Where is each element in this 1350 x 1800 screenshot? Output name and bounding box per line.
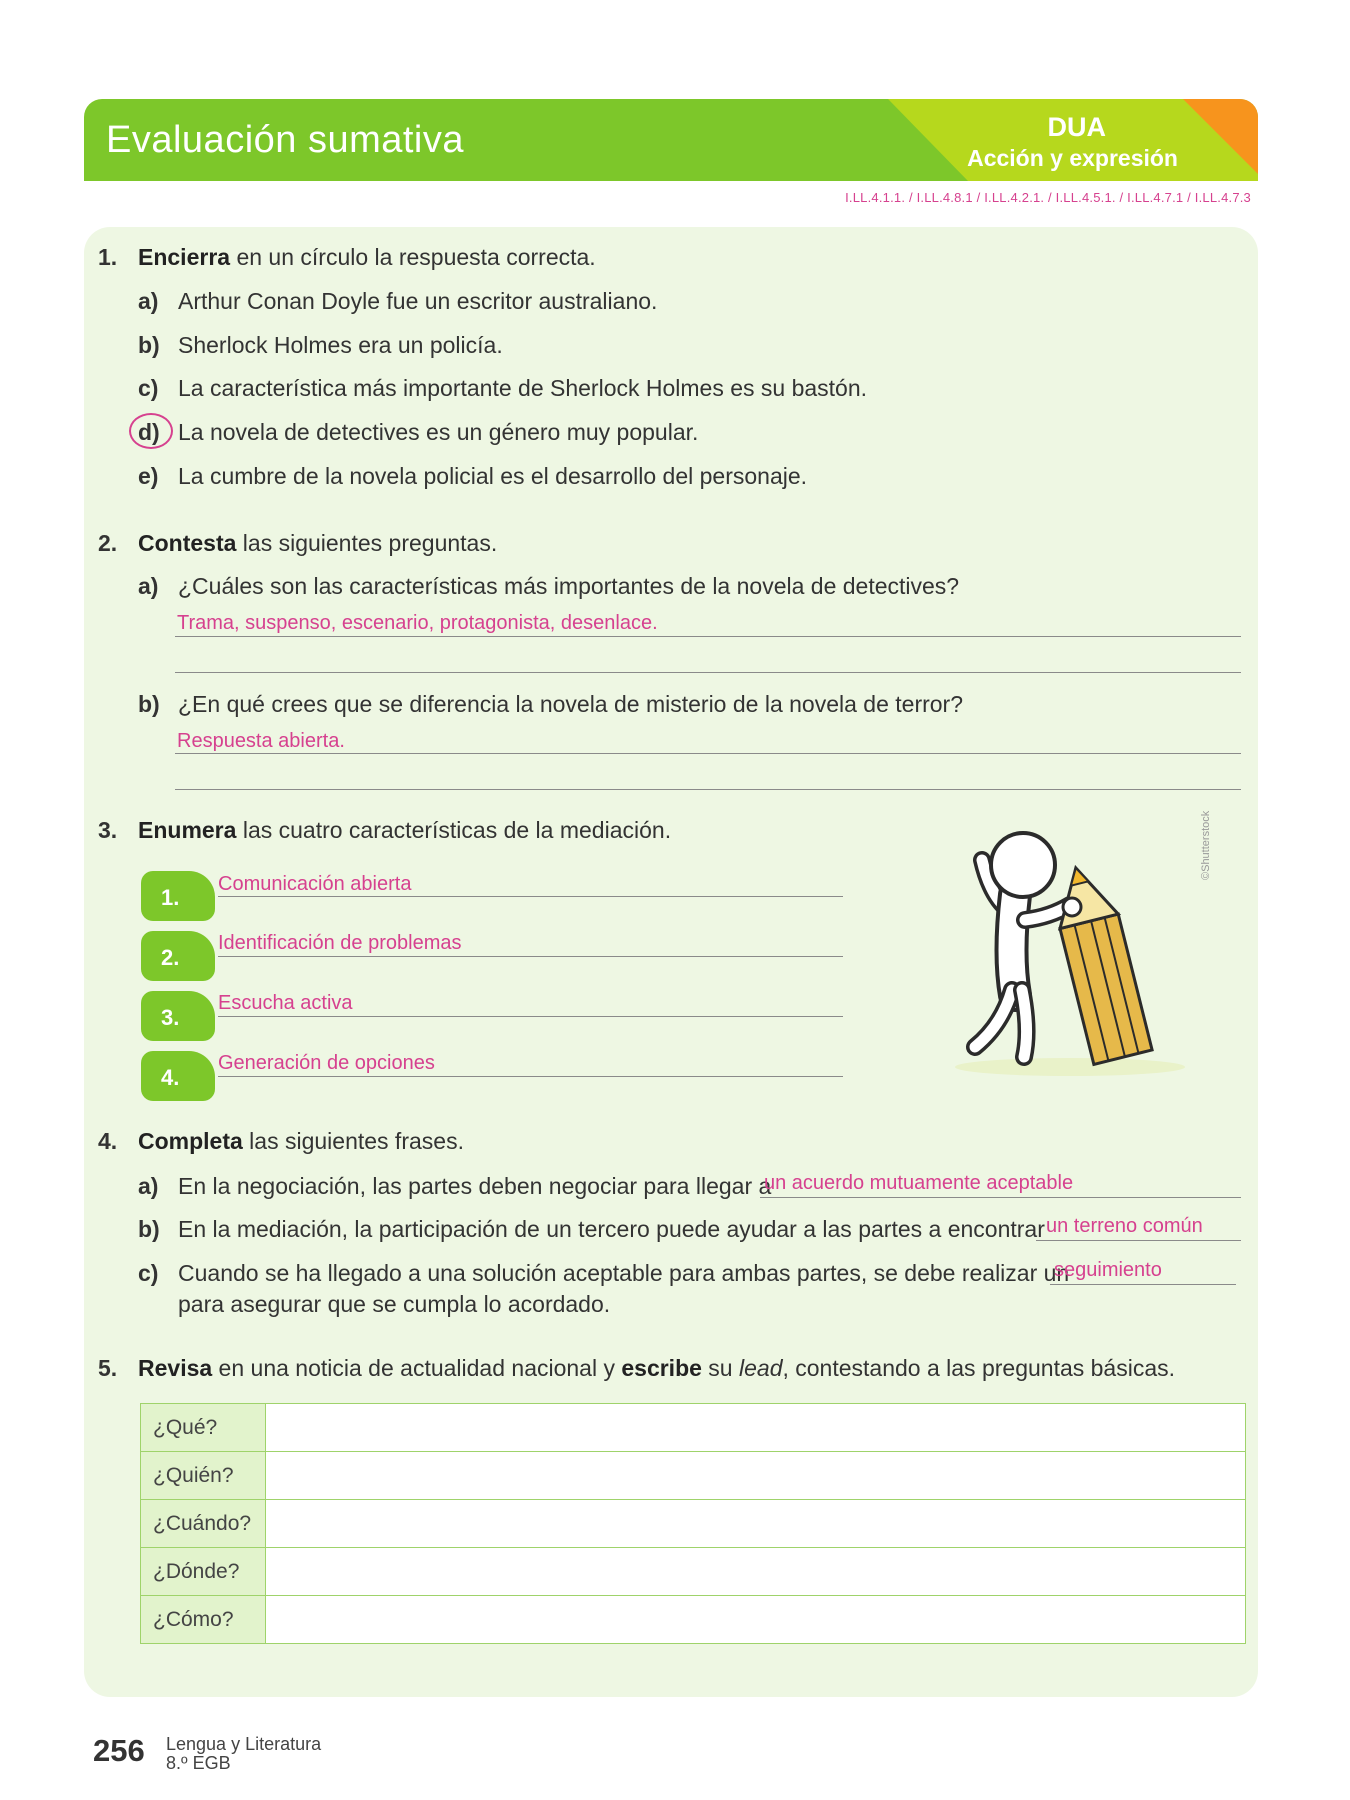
number-badge: 3. <box>141 991 215 1041</box>
answer-line <box>175 789 1241 790</box>
dua-label: DUA <box>1047 112 1106 142</box>
page-title: Evaluación sumativa <box>106 119 465 161</box>
question-4c-continuation: para asegurar que se cumpla lo acordado. <box>178 1291 611 1317</box>
question-prompt: Enumera las cuatro características de la mediación. <box>138 817 672 843</box>
stick-figure-with-pencil-illustration <box>920 825 1190 1085</box>
number-badge: 4. <box>141 1051 215 1101</box>
table-row <box>141 1548 1246 1596</box>
grade-label: 8.º EGB <box>166 1753 231 1773</box>
answer-line <box>1050 1284 1236 1285</box>
answer-line <box>175 753 1241 754</box>
question-number: 5. <box>98 1355 118 1381</box>
answer-cell[interactable] <box>266 1404 1246 1452</box>
table-row <box>141 1452 1246 1500</box>
question-prompt: Contesta las siguientes preguntas. <box>138 530 498 556</box>
answer-line <box>760 1197 1241 1198</box>
number-badge: 2. <box>141 931 215 981</box>
question-number: 4. <box>98 1128 118 1154</box>
answer-4a[interactable]: un acuerdo mutuamente aceptable <box>764 1172 1074 1194</box>
answer-line <box>218 1076 843 1077</box>
table-row <box>141 1404 1246 1452</box>
answer-4c[interactable]: seguimiento <box>1054 1259 1162 1281</box>
answer-line <box>218 896 843 897</box>
answer-cell[interactable] <box>266 1500 1246 1548</box>
header-banner <box>84 99 1258 181</box>
row-header: ¿Cuándo? <box>141 1500 266 1548</box>
number-badge: 1. <box>141 871 215 921</box>
question-prompt: Completa las siguientes frases. <box>138 1128 464 1154</box>
answer-3-1[interactable]: Comunicación abierta <box>218 873 412 895</box>
page-number: 256 <box>93 1733 145 1768</box>
answer-cell[interactable] <box>266 1596 1246 1644</box>
answer-3-3[interactable]: Escucha activa <box>218 992 353 1014</box>
question-prompt: Revisa en una noticia de actualidad nacional y escribe su lead, contestando a las preguntas básicas. <box>138 1355 1176 1381</box>
answer-line <box>218 956 843 957</box>
lead-table <box>140 1403 1246 1644</box>
image-credit: ©Shutterstock <box>1200 810 1212 880</box>
answer-2b[interactable]: Respuesta abierta. <box>177 730 345 752</box>
answer-2a[interactable]: Trama, suspenso, escenario, protagonista, desenlace. <box>177 612 658 634</box>
footer-subject <box>166 1735 321 1773</box>
answer-cell[interactable] <box>266 1452 1246 1500</box>
answer-line <box>218 1016 843 1017</box>
table-row <box>141 1500 1246 1548</box>
subject-name: Lengua y Literatura <box>166 1734 322 1754</box>
question-number: 1. <box>98 244 118 270</box>
row-header: ¿Cómo? <box>141 1596 266 1644</box>
question-number: 2. <box>98 530 118 556</box>
answer-4b[interactable]: un terreno común <box>1046 1215 1203 1237</box>
answer-cell[interactable] <box>266 1548 1246 1596</box>
dua-sublabel: Acción y expresión <box>967 145 1178 171</box>
answer-line <box>175 672 1241 673</box>
row-header: ¿Quién? <box>141 1452 266 1500</box>
table-row <box>141 1596 1246 1644</box>
row-header: ¿Dónde? <box>141 1548 266 1596</box>
indicator-codes: I.LL.4.1.1. / I.LL.4.8.1 / I.LL.4.2.1. / I.LL.4.5.1. / I.LL.4.7.1 / I.LL.4.7.3 <box>845 190 1251 205</box>
answer-3-2[interactable]: Identificación de problemas <box>218 932 462 954</box>
question-number: 3. <box>98 817 118 843</box>
row-header: ¿Qué? <box>141 1404 266 1452</box>
answer-line <box>1036 1240 1241 1241</box>
answer-3-4[interactable]: Generación de opciones <box>218 1052 435 1074</box>
question-prompt: Encierra en un círculo la respuesta correcta. <box>138 244 596 270</box>
answer-line <box>175 636 1241 637</box>
